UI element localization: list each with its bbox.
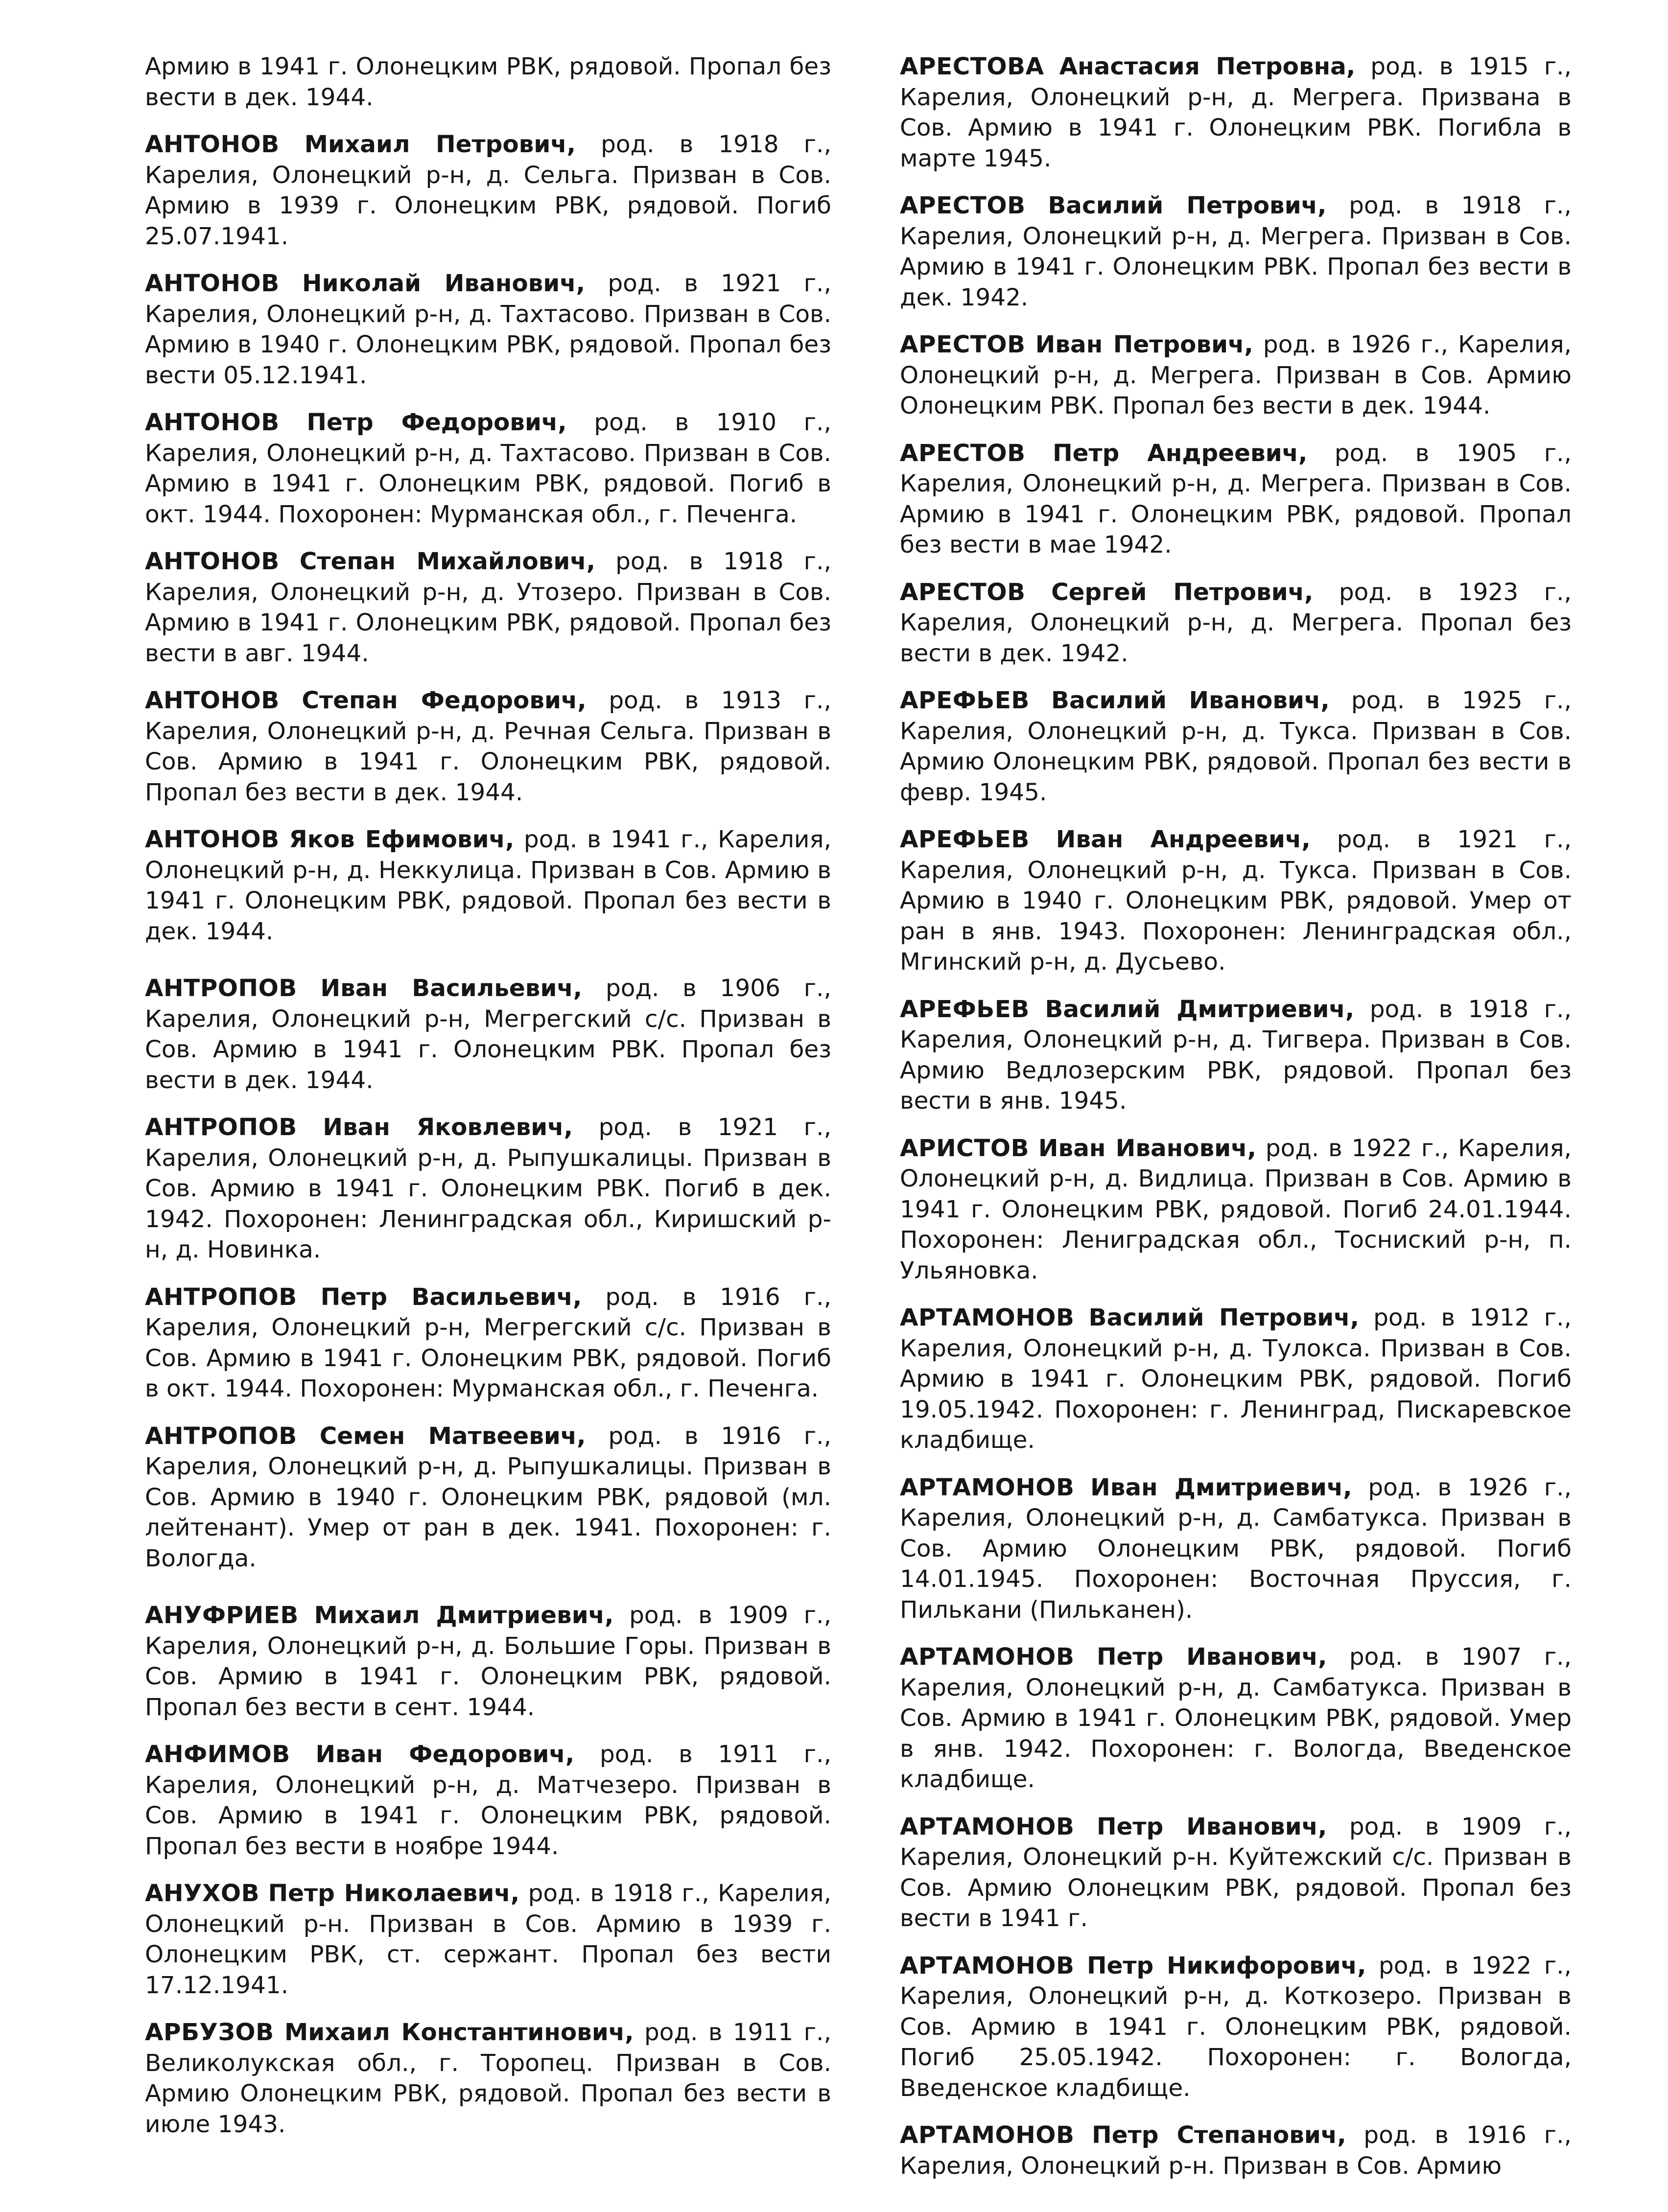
entry-surname: АРТАМОНОВ (900, 1643, 1075, 1671)
entry-given-name: Сергей Петрович, (1051, 578, 1314, 606)
entry-text: род. в 1912 г., Карелия, Олонецкий р-н, д. Тулокса. Призван в Сов. Армию в 1941 г. Олонецким РВК, рядовой. Погиб 19.05.1942. Похоронен: г. Ленинград, Пискаревское кладбище. (900, 1304, 1572, 1454)
entry-surname: АРЕФЬЕВ (900, 826, 1030, 853)
entry-text: род. в 1921 г., Карелия, Олонецкий р-н, д. Тукса. Призван в Сов. Армию в 1940 г. Олонецким РВК, рядовой. Умер от ран в янв. 1943. Похоронен: Ленинградская обл., Мгинский р-н, д. Дусьево. (900, 826, 1572, 976)
entry-text: род. в 1922 г., Карелия, Олонецкий р-н, д. Коткозеро. Призван в Сов. Армию в 1941 г. Олонецким РВК, рядовой. Погиб 25.05.1942. Похоронен: г. Вологда, Введенское кладбище. (900, 1952, 1572, 2102)
list-item (145, 685, 831, 808)
entry-surname: АРТАМОНОВ (900, 1473, 1075, 1501)
entry-surname: АРЕСТОВА (900, 53, 1044, 80)
entry-surname: АНТРОПОВ (145, 1114, 297, 1141)
entry-given-name: Петр Никифорович, (1086, 1952, 1366, 1979)
entry-given-name: Яков Ефимович, (289, 826, 515, 853)
entry-text: Армию в 1941 г. Олонецким РВК, рядовой. Пропал без вести в дек. 1944. (145, 53, 831, 111)
entry-given-name: Иван Андреевич, (1056, 826, 1311, 853)
list-item (145, 546, 831, 669)
list-item (900, 1951, 1572, 2104)
list-item (900, 994, 1572, 1117)
right-column (900, 51, 1572, 2198)
entry-surname: АРЕСТОВ (900, 331, 1026, 358)
entry-text: род. в 1906 г., Карелия, Олонецкий р-н, Мегрегский с/с. Призван в Сов. Армию в 1941 г. Олонецким РВК. Пропал без вести в дек. 1944. (145, 975, 832, 1094)
entry-text: род. в 1913 г., Карелия, Олонецкий р-н, д. Речная Сельга. Призван в Сов. Армию в 1941 г. Олонецким РВК, рядовой. Пропал без вести в дек. 1944. (145, 687, 831, 806)
list-item (145, 824, 831, 947)
entry-text: род. в 1918 г., Карелия, Олонецкий р-н, д. Сельга. Призван в Сов. Армию в 1939 г. Олонецким РВК, рядовой. Погиб 25.07.1941. (145, 131, 831, 250)
entry-given-name: Михаил Петрович, (304, 131, 576, 158)
entry-text: род. в 1921 г., Карелия, Олонецкий р-н, д. Рыпушкалицы. Призван в Сов. Армию в 1941 г. Олонецким РВК. Погиб в дек. 1942. Похоронен: Ленинградская обл., Киришский р-н, д. Новинка. (145, 1114, 831, 1263)
entry-given-name: Василий Петрович, (1088, 1304, 1360, 1331)
list-item (900, 824, 1572, 978)
entry-given-name: Иван Дмитриевич, (1090, 1473, 1352, 1501)
list-item (900, 1133, 1572, 1286)
entry-surname: АРЕФЬЕВ (900, 687, 1030, 714)
entry-surname: АРТАМОНОВ (900, 2121, 1075, 2149)
entry-text: род. в 1941 г., Карелия, Олонецкий р-н, д. Неккулица. Призван в Сов. Армию в 1941 г. Олонецким РВК, рядовой. Пропал без вести в дек. 1944. (145, 826, 831, 945)
entry-text: род. в 1909 г., Карелия, Олонецкий р-н. Куйтежский с/с. Призван в Сов. Армию Олонецким РВК, рядовой. Пропал без вести в 1941 г. (900, 1813, 1572, 1932)
entry-surname: АНТОНОВ (145, 131, 280, 158)
entry-given-name: Петр Николаевич, (268, 1880, 520, 1907)
entry-given-name: Иван Федорович, (315, 1741, 575, 1768)
entry-given-name: Семен Матвеевич, (319, 1422, 586, 1450)
list-item (145, 1600, 831, 1723)
entry-text: род. в 1918 г., Карелия, Олонецкий р-н, д. Тигвера. Призван в Сов. Армию Ведлозерским РВК, рядовой. Пропал без вести в янв. 1945. (900, 995, 1572, 1115)
list-item (900, 1472, 1572, 1626)
entry-text: род. в 1922 г., Карелия, Олонецкий р-н, д. Видлица. Призван в Сов. Армию в 1941 г. Олонецким РВК, рядовой. Погиб 24.01.1944. Похоронен: Лениградская обл., Тосниский р-н, п. Ульяновка. (900, 1134, 1572, 1284)
list-item (900, 329, 1572, 421)
entry-surname: АРЕСТОВ (900, 439, 1026, 467)
list-item (145, 268, 831, 391)
entry-surname: АРИСТОВ (900, 1134, 1030, 1162)
entry-given-name: Михаил Дмитриевич, (314, 1602, 614, 1629)
entry-surname: АНУХОВ (145, 1880, 260, 1907)
entry-surname: АНТОНОВ (145, 687, 280, 714)
list-item (145, 129, 831, 252)
list-item (145, 2017, 831, 2140)
list-item (145, 1878, 831, 2001)
list-item (145, 973, 831, 1095)
entry-given-name: Николай Иванович, (302, 270, 586, 297)
entry-given-name: Петр Степанович, (1092, 2121, 1346, 2149)
entry-text: род. в 1911 г., Великолукская обл., г. Торопец. Призван в Сов. Армию Олонецким РВК, рядовой. Пропал без вести в июле 1943. (145, 2019, 831, 2138)
list-item (145, 1112, 831, 1265)
entry-given-name: Анастасия Петровна, (1059, 53, 1356, 80)
entry-text: род. в 1909 г., Карелия, Олонецкий р-н, д. Большие Горы. Призван в Сов. Армию в 1941 г. Олонецким РВК, рядовой. Пропал без вести в сент. 1944. (145, 1602, 831, 1721)
list-item (900, 51, 1572, 174)
entry-surname: АНФИМОВ (145, 1741, 290, 1768)
entry-given-name: Петр Иванович, (1096, 1643, 1327, 1671)
entry-text: род. в 1905 г., Карелия, Олонецкий р-н, д. Мегрега. Призван в Сов. Армию в 1941 г. Олонецким РВК, рядовой. Пропал без вести в мае 1942. (900, 439, 1572, 559)
left-column (145, 51, 831, 2156)
entry-given-name: Иван Васильевич, (320, 975, 583, 1002)
entry-surname: АРБУЗОВ (145, 2019, 274, 2046)
list-item (145, 51, 831, 113)
entry-text: род. в 1916 г., Карелия, Олонецкий р-н. Призван в Сов. Армию (900, 2121, 1572, 2180)
list-item (145, 1421, 831, 1574)
entry-surname: АРТАМОНОВ (900, 1813, 1075, 1840)
entry-surname: АРЕФЬЕВ (900, 995, 1030, 1023)
entry-text: род. в 1923 г., Карелия, Олонецкий р-н, д. Мегрега. Пропал без вести в дек. 1942. (900, 578, 1572, 667)
entry-given-name: Петр Федорович, (306, 409, 567, 436)
entry-given-name: Василий Дмитриевич, (1045, 995, 1355, 1023)
list-item (145, 407, 831, 530)
entry-given-name: Иван Иванович, (1038, 1134, 1257, 1162)
entry-given-name: Петр Васильевич, (320, 1283, 582, 1311)
entry-surname: АНТРОПОВ (145, 975, 297, 1002)
entry-text: род. в 1910 г., Карелия, Олонецкий р-н, д. Тахтасово. Призван в Сов. Армию в 1941 г. Олонецким РВК, рядовой. Погиб в окт. 1944. Похоронен: Мурманская обл., г. Печенга. (145, 409, 831, 528)
entry-given-name: Иван Петрович, (1035, 331, 1253, 358)
list-item (145, 1739, 831, 1862)
entry-given-name: Степан Михайлович, (299, 548, 596, 575)
entry-given-name: Михаил Константинович, (284, 2019, 634, 2046)
entry-text: род. в 1916 г., Карелия, Олонецкий р-н, Мегрегский с/с. Призван в Сов. Армию в 1941 г. Олонецким РВК, рядовой. Погиб в окт. 1944. Похоронен: Мурманская обл., г. Печенга. (145, 1283, 831, 1402)
entry-surname: АРЕСТОВ (900, 578, 1026, 606)
list-item (900, 577, 1572, 669)
list-item (900, 685, 1572, 808)
entry-surname: АНТОНОВ (145, 409, 280, 436)
entry-surname: АНУФРИЕВ (145, 1602, 299, 1629)
list-item (900, 1303, 1572, 1456)
entry-given-name: Иван Яковлевич, (323, 1114, 573, 1141)
list-item (900, 438, 1572, 560)
entry-text: род. в 1918 г., Карелия, Олонецкий р-н, д. Мегрега. Призван в Сов. Армию в 1941 г. Олонецким РВК. Пропал без вести в дек. 1942. (900, 192, 1572, 311)
entry-text: род. в 1911 г., Карелия, Олонецкий р-н, д. Матчезеро. Призван в Сов. Армию в 1941 г. Олонецким РВК, рядовой. Пропал без вести в ноябре 1944. (145, 1741, 831, 1860)
entry-given-name: Степан Федорович, (302, 687, 587, 714)
list-item (900, 1642, 1572, 1795)
entry-text: род. в 1918 г., Карелия, Олонецкий р-н, д. Утозеро. Призван в Сов. Армию в 1941 г. Олонецким РВК, рядовой. Пропал без вести в авг. 1944. (145, 548, 831, 667)
entry-given-name: Петр Иванович, (1096, 1813, 1327, 1840)
entry-surname: АРТАМОНОВ (900, 1952, 1075, 1979)
entry-surname: АНТОНОВ (145, 548, 280, 575)
entry-text: род. в 1925 г., Карелия, Олонецкий р-н, д. Тукса. Призван в Сов. Армию Олонецким РВК, рядовой. Пропал без вести в февр. 1945. (900, 687, 1572, 806)
entry-text: род. в 1926 г., Карелия, Олонецкий р-н, д. Мегрега. Призван в Сов. Армию Олонецким РВК. Пропал без вести в дек. 1944. (900, 331, 1572, 419)
entry-given-name: Петр Андреевич, (1053, 439, 1308, 467)
list-item (145, 1282, 831, 1404)
entry-surname: АРЕСТОВ (900, 192, 1026, 219)
entry-text: род. в 1926 г., Карелия, Олонецкий р-н, д. Самбатукса. Призван в Сов. Армию Олонецким РВК, рядовой. Погиб 14.01.1945. Похоронен: Восточная Пруссия, г. Пилькани (Пильканен). (900, 1473, 1572, 1624)
entry-surname: АНТОНОВ (145, 270, 280, 297)
entry-text: род. в 1907 г., Карелия, Олонецкий р-н, д. Самбатукса. Призван в Сов. Армию в 1941 г. Олонецким РВК, рядовой. Умер в янв. 1942. Похоронен: г. Вологда, Введенское кладбище. (900, 1643, 1572, 1793)
list-item (900, 1812, 1572, 1934)
entry-surname: АНТРОПОВ (145, 1422, 297, 1450)
entry-text: род. в 1915 г., Карелия, Олонецкий р-н, д. Мегрега. Призвана в Сов. Армию в 1941 г. Олонецким РВК. Погибла в марте 1945. (900, 53, 1572, 172)
entry-given-name: Василий Иванович, (1051, 687, 1330, 714)
entry-text: род. в 1921 г., Карелия, Олонецкий р-н, д. Тахтасово. Призван в Сов. Армию в 1940 г. Олонецким РВК, рядовой. Пропал без вести 05.12.1941. (145, 270, 831, 389)
entry-given-name: Василий Петрович, (1048, 192, 1327, 219)
list-item (900, 2120, 1572, 2181)
entry-surname: АНТРОПОВ (145, 1283, 297, 1311)
entry-text: род. в 1916 г., Карелия, Олонецкий р-н, д. Рыпушкалицы. Призван в Сов. Армию в 1940 г. Олонецким РВК, рядовой (мл. лейтенант). Умер от ран в дек. 1941. Похоронен: г. Вологда. (145, 1422, 832, 1572)
entry-surname: АНТОНОВ (145, 826, 280, 853)
entry-surname: АРТАМОНОВ (900, 1304, 1075, 1331)
list-item (900, 190, 1572, 313)
entry-text: род. в 1918 г., Карелия, Олонецкий р-н. Призван в Сов. Армию в 1939 г. Олонецким РВК, ст. сержант. Пропал без вести 17.12.1941. (145, 1880, 831, 1999)
